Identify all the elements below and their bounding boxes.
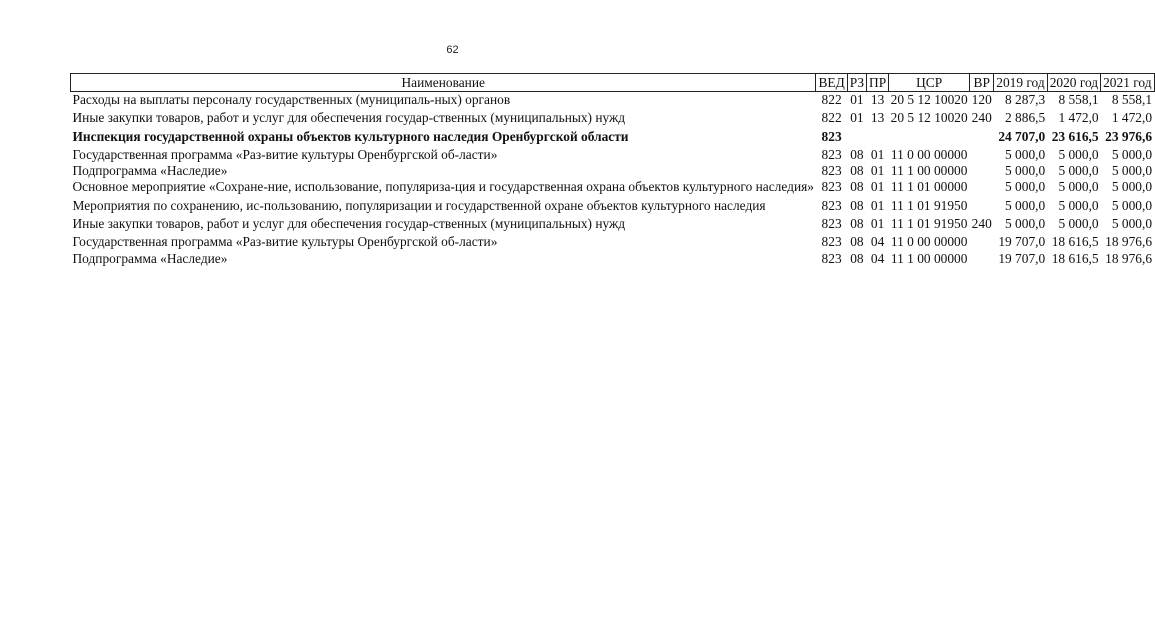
row-vr: 120 xyxy=(971,92,992,107)
header-csr: ЦСР xyxy=(889,74,970,92)
header-rz: РЗ xyxy=(847,74,866,92)
row-csr: 11 1 00 00000 xyxy=(890,163,968,179)
row-2020: 5 000,0 xyxy=(1058,163,1099,179)
header-pr: ПР xyxy=(867,74,889,92)
row-rz: 08 xyxy=(850,197,864,213)
header-year-2019: 2019 год xyxy=(994,74,1047,92)
budget-table xyxy=(70,73,1155,267)
row-2021: 8 558,1 xyxy=(1111,92,1153,107)
table-row xyxy=(71,179,1155,197)
row-2019: 8 287,3 xyxy=(1005,92,1046,107)
row-name: Подпрограмма «Наследие» xyxy=(72,250,228,266)
header-vr: ВР xyxy=(970,74,994,92)
row-pr: 13 xyxy=(870,110,885,126)
row-2019: 24 707,0 xyxy=(998,128,1046,144)
page-number: 62 xyxy=(446,44,459,56)
row-ved: 823 xyxy=(821,234,842,250)
row-name: Основное мероприятие «Сохране-ние, использование, популяриза-ция и государственная охрана объектов культурного наследия» xyxy=(72,179,814,195)
row-vr xyxy=(970,147,994,163)
row-csr: 11 1 01 91950 xyxy=(890,197,968,213)
row-2021: 5 000,0 xyxy=(1111,179,1153,195)
row-csr: 20 5 12 10020 xyxy=(890,92,968,107)
row-2019: 5 000,0 xyxy=(1005,197,1046,213)
row-2020: 1 472,0 xyxy=(1058,110,1099,126)
table-row xyxy=(71,163,1155,179)
row-csr xyxy=(889,129,970,147)
row-2020: 5 000,0 xyxy=(1058,146,1099,162)
row-vr xyxy=(970,129,994,147)
row-pr: 01 xyxy=(870,179,885,195)
row-2019: 5 000,0 xyxy=(1005,216,1046,232)
row-vr: 240 xyxy=(971,216,992,232)
row-ved: 822 xyxy=(821,110,842,126)
row-name: Иные закупки товаров, работ и услуг для обеспечения государ-ственных (муниципальных) нужд xyxy=(72,216,626,232)
row-name: Инспекция государственной охраны объектов культурного наследия Оренбургской области xyxy=(72,128,629,144)
row-2021: 5 000,0 xyxy=(1111,146,1153,162)
row-pr: 04 xyxy=(870,250,885,266)
row-2021: 18 976,6 xyxy=(1105,234,1153,250)
row-2019: 5 000,0 xyxy=(1005,179,1046,195)
row-name: Иные закупки товаров, работ и услуг для обеспечения государ-ственных (муниципальных) нужд xyxy=(72,110,626,126)
row-2020: 23 616,5 xyxy=(1051,128,1099,144)
row-2020: 5 000,0 xyxy=(1058,216,1099,232)
row-2019: 19 707,0 xyxy=(998,250,1046,266)
table-row xyxy=(71,251,1155,267)
row-ved: 823 xyxy=(821,163,842,179)
row-pr: 13 xyxy=(870,92,885,107)
row-2020: 5 000,0 xyxy=(1058,179,1099,195)
row-2021: 5 000,0 xyxy=(1111,163,1153,179)
row-vr: 240 xyxy=(971,110,992,126)
row-2019: 5 000,0 xyxy=(1005,146,1046,162)
row-2019: 5 000,0 xyxy=(1005,163,1046,179)
row-rz: 08 xyxy=(850,216,864,232)
table-row xyxy=(71,216,1155,234)
row-rz: 08 xyxy=(850,234,864,250)
row-vr xyxy=(970,179,994,197)
header-name: Наименование xyxy=(71,74,816,92)
row-name: Мероприятия по сохранению, ис-пользованию, популяризации и государственной охране объектов культурного наследия xyxy=(72,197,766,213)
row-pr: 04 xyxy=(870,234,885,250)
row-2021: 1 472,0 xyxy=(1111,110,1153,126)
row-vr xyxy=(970,251,994,267)
row-2021: 5 000,0 xyxy=(1111,216,1153,232)
row-rz: 01 xyxy=(850,110,864,126)
row-vr xyxy=(970,198,994,216)
row-csr: 11 0 00 00000 xyxy=(890,146,968,162)
row-csr: 11 1 01 91950 xyxy=(890,216,968,232)
row-rz: 08 xyxy=(850,179,864,195)
row-2021: 5 000,0 xyxy=(1111,197,1153,213)
row-2020: 5 000,0 xyxy=(1058,197,1099,213)
row-2021: 18 976,6 xyxy=(1105,250,1153,266)
row-2020: 8 558,1 xyxy=(1058,92,1099,107)
row-name: Расходы на выплаты персоналу государственных (муниципаль-ных) органов xyxy=(72,92,511,107)
row-pr: 01 xyxy=(870,163,885,179)
row-pr: 01 xyxy=(870,146,885,162)
row-pr xyxy=(867,129,889,147)
row-2019: 19 707,0 xyxy=(998,234,1046,250)
row-2019: 2 886,5 xyxy=(1005,110,1046,126)
row-csr: 20 5 12 10020 xyxy=(890,110,968,126)
row-ved: 823 xyxy=(821,197,842,213)
row-rz: 08 xyxy=(850,163,864,179)
header-year-2021: 2021 год xyxy=(1101,74,1154,92)
row-2021: 23 976,6 xyxy=(1105,128,1153,144)
row-2020: 18 616,5 xyxy=(1051,234,1099,250)
row-ved: 823 xyxy=(821,216,842,232)
row-rz: 01 xyxy=(850,92,864,107)
table-header-row xyxy=(71,74,1155,92)
row-pr: 01 xyxy=(870,197,885,213)
row-name: Государственная программа «Раз-витие культуры Оренбургской об-ласти» xyxy=(72,146,498,162)
header-ved: ВЕД xyxy=(816,74,847,92)
row-pr: 01 xyxy=(870,216,885,232)
table-row xyxy=(71,147,1155,163)
row-ved: 822 xyxy=(821,92,842,107)
row-ved: 823 xyxy=(821,128,842,144)
row-csr: 11 1 01 00000 xyxy=(890,179,968,195)
row-vr xyxy=(970,234,994,250)
row-name: Подпрограмма «Наследие» xyxy=(72,163,228,179)
row-csr: 11 1 00 00000 xyxy=(890,250,968,266)
table-row xyxy=(71,198,1155,216)
row-vr xyxy=(970,163,994,179)
table-row xyxy=(71,129,1155,147)
row-csr: 11 0 00 00000 xyxy=(890,234,968,250)
header-year-2020: 2020 год xyxy=(1047,74,1100,92)
row-rz xyxy=(847,129,866,147)
table-row xyxy=(71,110,1155,128)
row-ved: 823 xyxy=(821,179,842,195)
table-row xyxy=(71,92,1155,111)
row-rz: 08 xyxy=(850,250,864,266)
row-2020: 18 616,5 xyxy=(1051,250,1099,266)
row-ved: 823 xyxy=(821,146,842,162)
row-ved: 823 xyxy=(821,250,842,266)
table-row xyxy=(71,234,1155,250)
row-name: Государственная программа «Раз-витие культуры Оренбургской об-ласти» xyxy=(72,234,498,250)
row-rz: 08 xyxy=(850,146,864,162)
